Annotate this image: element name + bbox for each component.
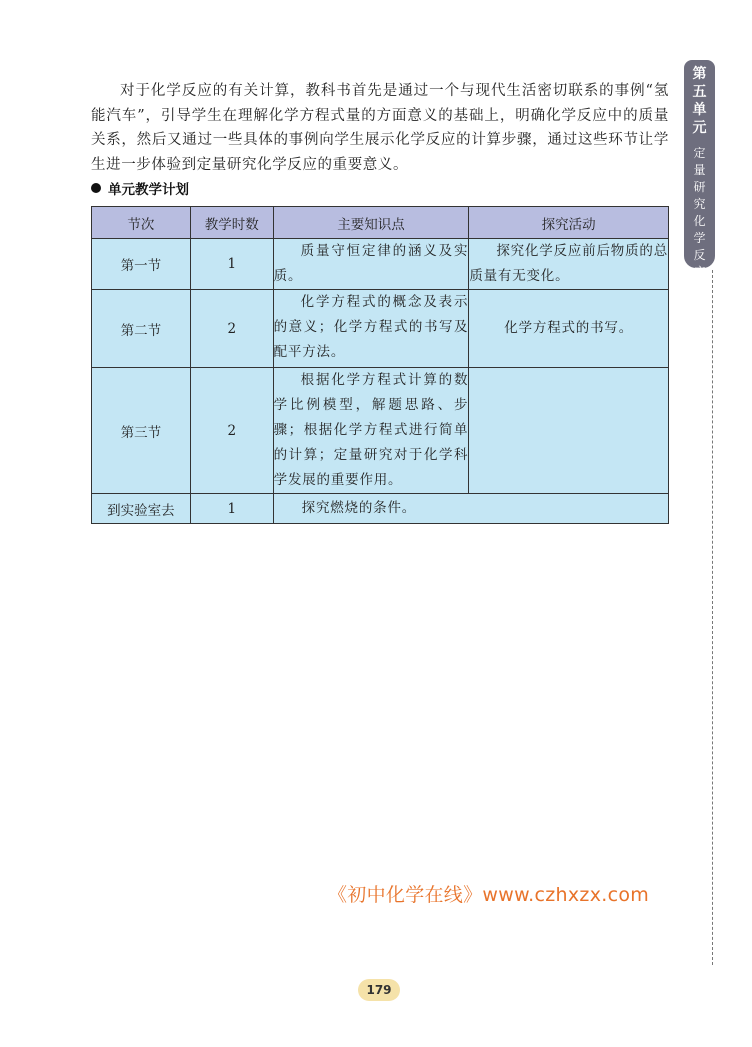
intro-paragraph: 对于化学反应的有关计算，教科书首先是通过一个与现代生活密切联系的事例“氢能汽车”，引导学生在理解化学方程式量的方面意义的基础上，明确化学反应中的质量关系，然后又通过一些具体的事例向学生展示化学反应的计算步骤，通过这些环节让学生进一步体验到定量研究化学反应的重要意义。: [91, 83, 669, 173]
cell-knowledge: [273, 290, 469, 368]
title-char: 研: [693, 180, 706, 194]
knowledge-text: 探究燃烧的条件。: [301, 500, 417, 516]
unit-number-label: [684, 60, 715, 137]
knowledge-text: 质量守恒定律的涵义及实质。: [273, 243, 469, 284]
activity-text: 探究化学反应前后物质的总质量有无变化。: [469, 243, 668, 284]
title-char: 学: [693, 231, 706, 245]
title-char: 究: [693, 197, 706, 211]
unit-char: 五: [692, 84, 707, 100]
header-hours: 教学时数: [190, 207, 273, 239]
section-heading-text: 单元教学计划: [108, 182, 189, 198]
cell-knowledge: [273, 239, 469, 290]
cell-knowledge: [273, 494, 668, 524]
cell-knowledge: [273, 368, 469, 494]
table-header-row: [92, 207, 669, 239]
table-row: [92, 290, 669, 368]
cell-section: 第三节: [92, 368, 191, 494]
page-number: 179: [358, 979, 400, 1001]
cell-activity: [469, 239, 669, 290]
cell-activity: [469, 368, 669, 494]
title-char: 反: [693, 248, 706, 262]
title-char: 应: [693, 265, 706, 279]
cell-hours: 1: [190, 239, 273, 290]
cell-activity: [469, 290, 669, 368]
unit-title-label: [684, 145, 715, 281]
unit-char: 元: [692, 120, 707, 136]
unit-side-tab: [684, 60, 715, 279]
cell-hours: 1: [190, 494, 273, 524]
header-knowledge: 主要知识点: [273, 207, 469, 239]
unit-char: 第: [692, 66, 707, 82]
title-char: 量: [693, 163, 706, 177]
header-section: 节次: [92, 207, 191, 239]
bullet-icon: [91, 183, 101, 193]
activity-text: 化学方程式的书写。: [504, 320, 633, 336]
margin-dashed-line: [712, 270, 713, 965]
title-char: 定: [693, 146, 706, 160]
table-row: [92, 239, 669, 290]
teaching-plan-table: [91, 206, 669, 524]
knowledge-text: 化学方程式的概念及表示的意义；化学方程式的书写及配平方法。: [273, 294, 469, 360]
header-activity: 探究活动: [469, 207, 669, 239]
section-heading: [91, 178, 189, 198]
cell-hours: 2: [190, 368, 273, 494]
table-row: [92, 494, 669, 524]
knowledge-text: 根据化学方程式计算的数学比例模型，解题思路、步骤；根据化学方程式进行简单的计算；定量研究对于化学科学发展的重要作用。: [273, 372, 469, 488]
cell-hours: 2: [190, 290, 273, 368]
cell-section: 第二节: [92, 290, 191, 368]
title-char: 化: [693, 214, 706, 228]
unit-char: 单: [692, 102, 707, 118]
watermark-text: 《初中化学在线》www.czhxzx.com: [328, 884, 650, 906]
table-row: [92, 368, 669, 494]
cell-section: 第一节: [92, 239, 191, 290]
cell-section: 到实验室去: [92, 494, 191, 524]
